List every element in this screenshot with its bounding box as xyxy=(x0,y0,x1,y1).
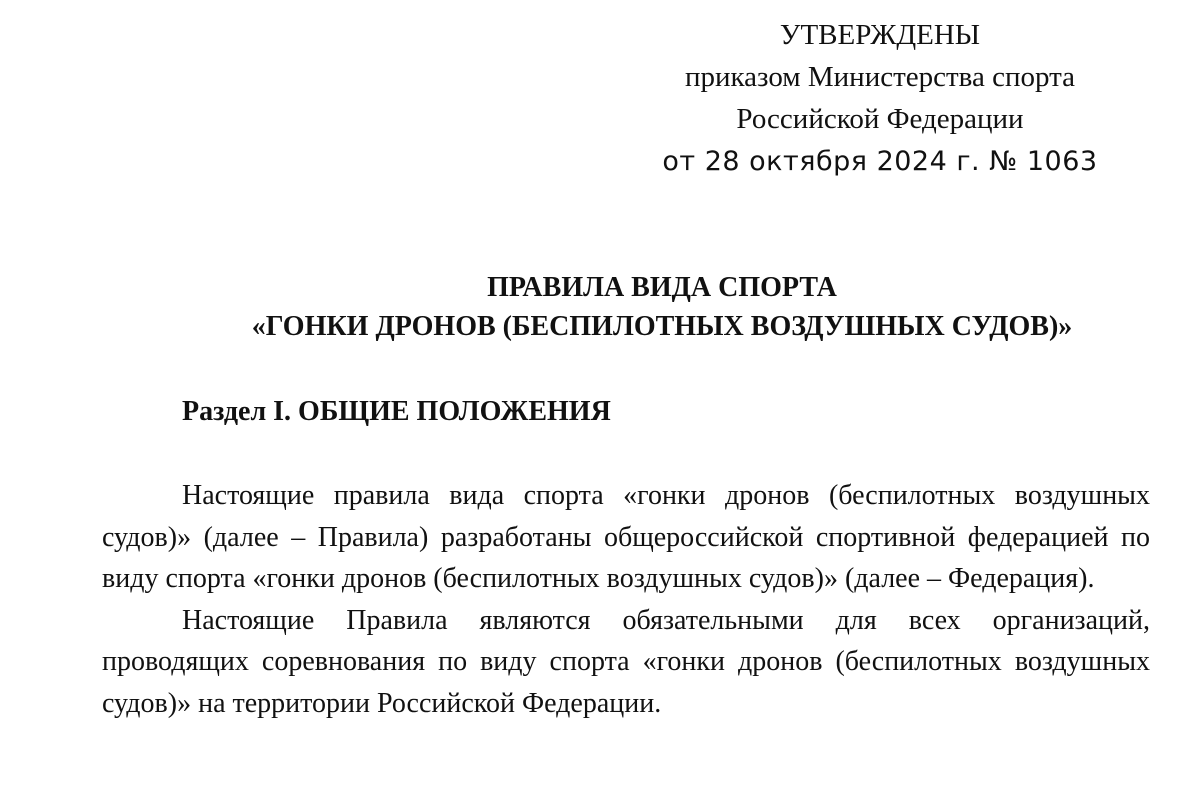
document-title-line-1: ПРАВИЛА ВИДА СПОРТА xyxy=(487,272,837,303)
document-title-line-2: «ГОНКИ ДРОНОВ (БЕСПИЛОТНЫХ ВОЗДУШНЫХ СУДОВ)» xyxy=(251,311,1073,342)
approval-order-line: приказом Министерства спорта xyxy=(684,61,1076,93)
section-heading: Раздел I. ОБЩИЕ ПОЛОЖЕНИЯ xyxy=(182,396,611,427)
approval-block xyxy=(620,14,1140,184)
paragraph: Настоящие правила вида спорта «гонки дронов (беспилотных воздушных судов)» (далее – Правила) разработаны общероссийской спортивной федерацией по виду спорта «гонки дронов (беспилотных воздушных судов)» (далее – Федерация). xyxy=(102,480,1150,594)
paragraph: Настоящие Правила являются обязательными для всех организаций, проводящих соревнования по виду спорта «гонки дронов (беспилотных воздушных судов)» на территории Российской Федерации. xyxy=(102,604,1150,719)
approval-authority-line: Российской Федерации xyxy=(736,103,1024,135)
approval-date: от 28 октября 2024 г. № 1063 xyxy=(662,146,1098,177)
approval-status: УТВЕРЖДЕНЫ xyxy=(779,19,981,51)
document-title xyxy=(102,268,1200,346)
section-body xyxy=(102,475,1150,724)
